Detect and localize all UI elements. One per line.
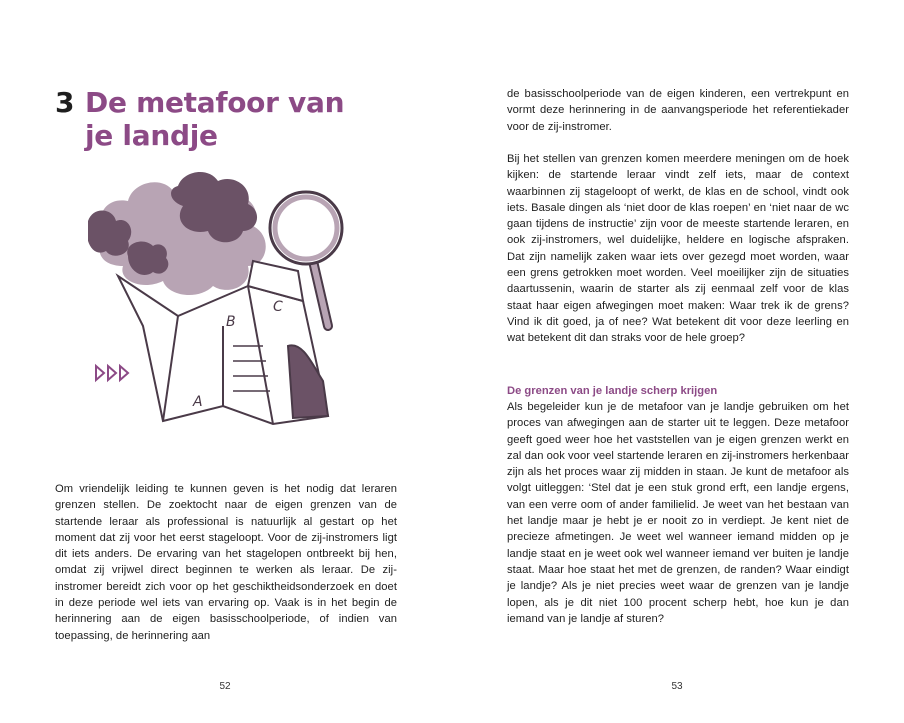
body-paragraph: Om vriendelijk leiding te kunnen geven is het nodig dat leraren grenzen stellen. De zoektocht naar de eigen grenzen van de startende leraar als professional is natuurlijk al gestart op het moment dat zij voor het eerst stageloopt. Voor de zij-instromers ligt dit iets anders. De ervaring van het stagelopen ontbreekt bij hen, omdat zij vrijwel direct beginnen te werken als leraar. De zij-instromer bereidt zich voor op het geschiktheidsonderzoek en doet in deze periode wel iets van ervaring op. Vaak is in het begin de herinnering aan de eigen basisschoolperiode, of indien van toepassing, de herinnering aan	[55, 483, 397, 642]
map-letter-b: B	[226, 314, 236, 330]
map-letter-c: C	[273, 299, 283, 315]
chapter-title	[55, 86, 344, 152]
chapter-title-line1: De metafoor van	[85, 86, 345, 119]
map-illustration	[88, 166, 368, 434]
map-letter-a: A	[193, 394, 203, 410]
chapter-number: 3	[55, 86, 75, 119]
right-page	[452, 0, 904, 723]
body-paragraph-2: Bij het stellen van grenzen komen meerdere meningen om de hoek kijken: de startende leraar vindt zelf iets, maar de context waarbinnen zij stageloopt of werkt, de klas en de school, vindt ook iets. Basale dingen als ‘niet door de klas roepen’ en ‘niet naar de wc gaan tijdens de instructie’ zijn voor de meeste startende leraren, en ook zij-instromers, wel duidelijke, heldere en logische afspraken. Dat zijn namelijk zaken waar iets over gezegd moet worden, waar een grens getrokken moet worden. Veel moeilijker zijn de situaties daartussenin, waarin de starter als zij eenmaal zelf voor de klas staat haar eigen afwegingen moet maken: Waar trek ik de grens? Vind ik dit goed, ja of nee? Wat betekent dit voor deze leerling en wat betekent dit dan straks voor de hele groep?	[507, 153, 849, 345]
body-paragraph-1: de basisschoolperiode van de eigen kinderen, een vertrekpunt en vormt deze herinnering in de aanvangsperiode het referentiekader voor de zij-instromer.	[507, 88, 849, 133]
cloud-shape	[88, 172, 266, 295]
subheading: De grenzen van je landje scherp krijgen	[507, 385, 718, 397]
arrows-icon	[96, 366, 128, 380]
page-number: 52	[219, 681, 231, 692]
chapter-title-line2: je landje	[85, 119, 218, 152]
page-number: 53	[671, 681, 683, 692]
body-paragraph-3: Als begeleider kun je de metafoor van je landje gebruiken om het proces van afwegingen aan de starter uit te leggen. Deze metafoor geeft goed weer hoe het vaststellen van je eigen grenzen werkt en zal dan ook voor veel startende leraren en zij-instromers herkenbaar zijn als het proces waar zij midden in staan. Je kunt de metafoor als volgt uitleggen: ‘Stel dat je een stuk grond erft, een landje ergens, van een verre oom of ander familielid. Je weet van het bestaan van het landje maar je hebt je er nooit zo in verdiept. Je kent niet de precieze afmetingen. Je weet wel wanneer iemand midden op je landje staat en je weet ook wel wanneer iemand ver buiten je landje staat. Maar hoe staat het met de grenzen, de randen? Waar eindigt je landje? Als je niet precies weet waar de grenzen van je landje lopen, als je dit niet 100 procent scherp hebt, hoe kun je dan iemand van je landje af sturen?	[507, 401, 849, 625]
